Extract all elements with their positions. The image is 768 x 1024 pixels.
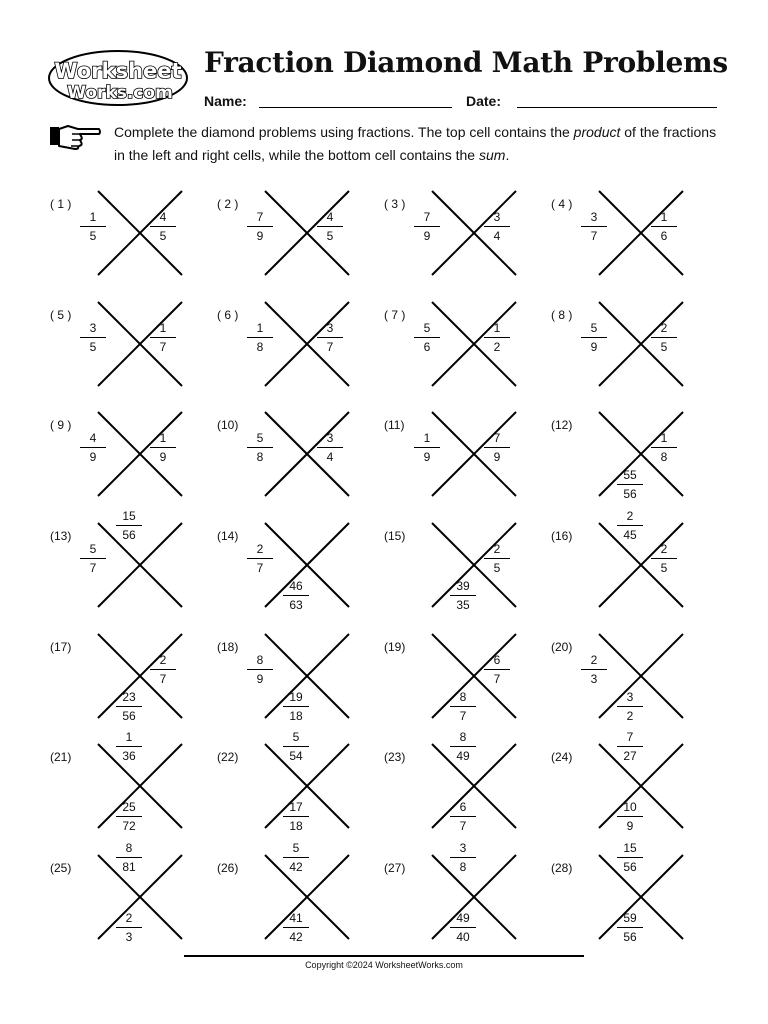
denominator: 7	[493, 672, 501, 686]
problem-number: ( 3 )	[384, 197, 406, 211]
problem-number: (21)	[50, 750, 72, 764]
denominator: 5	[89, 340, 97, 354]
problem-number: (26)	[217, 861, 239, 875]
problem-number: (23)	[384, 750, 406, 764]
denominator: 9	[159, 450, 167, 464]
denominator: 56	[623, 930, 637, 944]
problem-number: (17)	[50, 640, 72, 654]
diamond-problem	[217, 302, 377, 402]
numerator: 4	[80, 431, 106, 448]
fraction-bottom	[283, 800, 309, 834]
denominator: 4	[326, 450, 334, 464]
problem-number: (12)	[551, 418, 573, 432]
problem-number: (22)	[217, 750, 239, 764]
problem-number: ( 1 )	[50, 197, 72, 211]
denominator: 81	[122, 860, 136, 874]
denominator: 5	[493, 561, 501, 575]
denominator: 5	[326, 229, 334, 243]
numerator: 2	[651, 321, 677, 338]
diamond-problem	[50, 191, 210, 291]
denominator: 7	[159, 672, 167, 686]
fraction-right	[150, 653, 176, 687]
denominator: 6	[423, 340, 431, 354]
problem-number: ( 2 )	[217, 197, 239, 211]
fraction-top	[283, 730, 309, 764]
numerator: 3	[617, 690, 643, 707]
fraction-right	[484, 431, 510, 465]
pointing-hand-icon	[48, 122, 102, 150]
denominator: 7	[459, 709, 467, 723]
diamond-problem	[551, 509, 711, 623]
diamond-problem	[50, 509, 210, 623]
fraction-right	[651, 431, 677, 465]
denominator: 9	[256, 229, 264, 243]
problem-number: ( 7 )	[384, 308, 406, 322]
denominator: 6	[660, 229, 668, 243]
denominator: 56	[122, 709, 136, 723]
numerator: 5	[80, 542, 106, 559]
numerator: 8	[450, 730, 476, 747]
fraction-left	[247, 210, 273, 244]
fraction-bottom	[283, 911, 309, 945]
diamond-problem	[50, 841, 210, 955]
page-title: Fraction Diamond Math Problems	[204, 46, 728, 79]
fraction-right	[651, 321, 677, 355]
denominator: 2	[626, 709, 634, 723]
fraction-right	[484, 653, 510, 687]
instructions: Complete the diamond problems using fractions. The top cell contains the product of the fractions in the left and right cells, while the bottom cell contains the sum.	[114, 124, 717, 163]
numerator: 41	[283, 911, 309, 928]
numerator: 25	[116, 800, 142, 817]
numerator: 3	[484, 210, 510, 227]
numerator: 8	[116, 841, 142, 858]
fraction-bottom	[450, 690, 476, 724]
denominator: 36	[122, 749, 136, 763]
fraction-bottom	[450, 579, 476, 613]
numerator: 7	[617, 730, 643, 747]
numerator: 15	[617, 841, 643, 858]
diamond-problem	[551, 730, 711, 844]
fraction-left	[80, 542, 106, 576]
denominator: 9	[590, 340, 598, 354]
numerator: 3	[317, 321, 343, 338]
numerator: 8	[450, 690, 476, 707]
denominator: 9	[626, 819, 634, 833]
diamond-problem	[384, 412, 544, 512]
fraction-right	[317, 321, 343, 355]
logo-text-line1: Worksheet	[54, 59, 182, 83]
problem-number: ( 9 )	[50, 418, 72, 432]
problem-number: (15)	[384, 529, 406, 543]
numerator: 6	[484, 653, 510, 670]
fraction-bottom	[283, 579, 309, 613]
diamond-problem	[217, 523, 377, 623]
fraction-bottom	[450, 911, 476, 945]
denominator: 56	[623, 860, 637, 874]
fraction-bottom	[617, 468, 643, 502]
numerator: 2	[247, 542, 273, 559]
diamond-problem	[384, 523, 544, 623]
denominator: 8	[660, 450, 668, 464]
problem-number: (28)	[551, 861, 573, 875]
denominator: 9	[423, 450, 431, 464]
numerator: 1	[247, 321, 273, 338]
diamond-problem	[50, 412, 210, 512]
denominator: 56	[122, 528, 136, 542]
diamond-problem	[217, 634, 377, 734]
problem-number: ( 8 )	[551, 308, 573, 322]
name-line[interactable]	[259, 107, 452, 108]
problem-number: ( 5 )	[50, 308, 72, 322]
fraction-top	[283, 841, 309, 875]
numerator: 1	[414, 431, 440, 448]
problem-number: (25)	[50, 861, 72, 875]
fraction-left	[581, 321, 607, 355]
fraction-bottom	[617, 911, 643, 945]
numerator: 55	[617, 468, 643, 485]
numerator: 1	[651, 431, 677, 448]
problem-number: (19)	[384, 640, 406, 654]
denominator: 42	[289, 930, 303, 944]
numerator: 23	[116, 690, 142, 707]
copyright: Copyright ©2024 WorksheetWorks.com	[305, 960, 463, 970]
numerator: 5	[581, 321, 607, 338]
numerator: 2	[617, 509, 643, 526]
diamond-problem	[50, 730, 210, 844]
fraction-left	[414, 210, 440, 244]
numerator: 2	[116, 911, 142, 928]
denominator: 72	[122, 819, 136, 833]
denominator: 5	[660, 340, 668, 354]
date-line[interactable]	[517, 107, 717, 108]
fraction-right	[484, 321, 510, 355]
numerator: 6	[450, 800, 476, 817]
diamond-problem	[217, 412, 377, 512]
numerator: 2	[484, 542, 510, 559]
fraction-top	[116, 509, 142, 543]
denominator: 9	[89, 450, 97, 464]
numerator: 3	[450, 841, 476, 858]
diamond-problem	[384, 191, 544, 291]
fraction-left	[80, 321, 106, 355]
fraction-left	[581, 653, 607, 687]
denominator: 49	[456, 749, 470, 763]
fraction-left	[247, 431, 273, 465]
denominator: 5	[660, 561, 668, 575]
numerator: 5	[283, 730, 309, 747]
numerator: 1	[150, 321, 176, 338]
fraction-left	[80, 210, 106, 244]
numerator: 1	[80, 210, 106, 227]
fraction-top	[617, 509, 643, 543]
fraction-left	[414, 431, 440, 465]
numerator: 4	[317, 210, 343, 227]
diamond-problem	[384, 302, 544, 402]
fraction-top	[116, 841, 142, 875]
fraction-right	[484, 542, 510, 576]
fraction-right	[651, 542, 677, 576]
denominator: 9	[256, 672, 264, 686]
fraction-left	[247, 653, 273, 687]
fraction-bottom	[283, 690, 309, 724]
fraction-bottom	[450, 800, 476, 834]
fraction-left	[247, 542, 273, 576]
numerator: 1	[150, 431, 176, 448]
problem-number: (14)	[217, 529, 239, 543]
denominator: 42	[289, 860, 303, 874]
denominator: 5	[89, 229, 97, 243]
denominator: 35	[456, 598, 470, 612]
denominator: 27	[623, 749, 637, 763]
denominator: 8	[256, 450, 264, 464]
fraction-bottom	[617, 800, 643, 834]
denominator: 2	[493, 340, 501, 354]
fraction-top	[450, 730, 476, 764]
numerator: 7	[247, 210, 273, 227]
numerator: 59	[617, 911, 643, 928]
fraction-left	[414, 321, 440, 355]
problem-number: (13)	[50, 529, 72, 543]
problem-number: (18)	[217, 640, 239, 654]
numerator: 1	[484, 321, 510, 338]
denominator: 56	[623, 487, 637, 501]
fraction-top	[116, 730, 142, 764]
denominator: 9	[493, 450, 501, 464]
numerator: 3	[80, 321, 106, 338]
problem-number: (27)	[384, 861, 406, 875]
denominator: 7	[89, 561, 97, 575]
denominator: 8	[256, 340, 264, 354]
numerator: 17	[283, 800, 309, 817]
fraction-right	[651, 210, 677, 244]
numerator: 8	[247, 653, 273, 670]
diamond-problem	[50, 302, 210, 402]
diamond-problem	[551, 412, 711, 512]
denominator: 7	[459, 819, 467, 833]
numerator: 4	[150, 210, 176, 227]
denominator: 40	[456, 930, 470, 944]
date-label: Date:	[466, 93, 502, 109]
numerator: 10	[617, 800, 643, 817]
problem-number: (10)	[217, 418, 239, 432]
worksheetworks-logo	[48, 50, 188, 106]
problem-number: (16)	[551, 529, 573, 543]
diamond-problem	[384, 730, 544, 844]
denominator: 3	[590, 672, 598, 686]
fraction-top	[617, 730, 643, 764]
diamond-problem	[217, 730, 377, 844]
denominator: 5	[159, 229, 167, 243]
numerator: 15	[116, 509, 142, 526]
numerator: 5	[414, 321, 440, 338]
fraction-top	[617, 841, 643, 875]
denominator: 3	[125, 930, 133, 944]
numerator: 1	[116, 730, 142, 747]
fraction-bottom	[116, 911, 142, 945]
numerator: 2	[150, 653, 176, 670]
fraction-bottom	[116, 800, 142, 834]
denominator: 7	[326, 340, 334, 354]
diamond-problem	[551, 191, 711, 291]
fraction-right	[150, 431, 176, 465]
numerator: 5	[247, 431, 273, 448]
numerator: 7	[484, 431, 510, 448]
logo-text-line2: Works.com	[67, 83, 173, 103]
fraction-left	[247, 321, 273, 355]
denominator: 63	[289, 598, 303, 612]
fraction-right	[150, 321, 176, 355]
denominator: 7	[590, 229, 598, 243]
diamond-problem	[551, 841, 711, 955]
fraction-right	[484, 210, 510, 244]
problem-number: (11)	[384, 418, 405, 432]
fraction-right	[150, 210, 176, 244]
problem-number: (20)	[551, 640, 573, 654]
fraction-left	[581, 210, 607, 244]
diamond-problem	[551, 634, 711, 734]
numerator: 7	[414, 210, 440, 227]
denominator: 7	[256, 561, 264, 575]
numerator: 1	[651, 210, 677, 227]
diamond-problem	[217, 841, 377, 955]
denominator: 7	[159, 340, 167, 354]
numerator: 49	[450, 911, 476, 928]
fraction-bottom	[116, 690, 142, 724]
fraction-right	[317, 210, 343, 244]
diamond-problem	[50, 634, 210, 734]
problem-number: (24)	[551, 750, 573, 764]
denominator: 45	[623, 528, 637, 542]
diamond-problem	[217, 191, 377, 291]
fraction-right	[317, 431, 343, 465]
denominator: 4	[493, 229, 501, 243]
fraction-bottom	[617, 690, 643, 724]
numerator: 2	[651, 542, 677, 559]
footer-divider	[184, 955, 584, 957]
numerator: 2	[581, 653, 607, 670]
fraction-left	[80, 431, 106, 465]
numerator: 3	[317, 431, 343, 448]
denominator: 18	[289, 709, 303, 723]
numerator: 39	[450, 579, 476, 596]
denominator: 8	[459, 860, 467, 874]
problem-number: ( 4 )	[551, 197, 573, 211]
diamond-problem	[384, 634, 544, 734]
fraction-top	[450, 841, 476, 875]
numerator: 3	[581, 210, 607, 227]
numerator: 5	[283, 841, 309, 858]
denominator: 18	[289, 819, 303, 833]
numerator: 19	[283, 690, 309, 707]
problem-number: ( 6 )	[217, 308, 239, 322]
denominator: 54	[289, 749, 303, 763]
diamond-problem	[551, 302, 711, 402]
diamond-problem	[384, 841, 544, 955]
name-label: Name:	[204, 93, 247, 109]
denominator: 9	[423, 229, 431, 243]
numerator: 46	[283, 579, 309, 596]
